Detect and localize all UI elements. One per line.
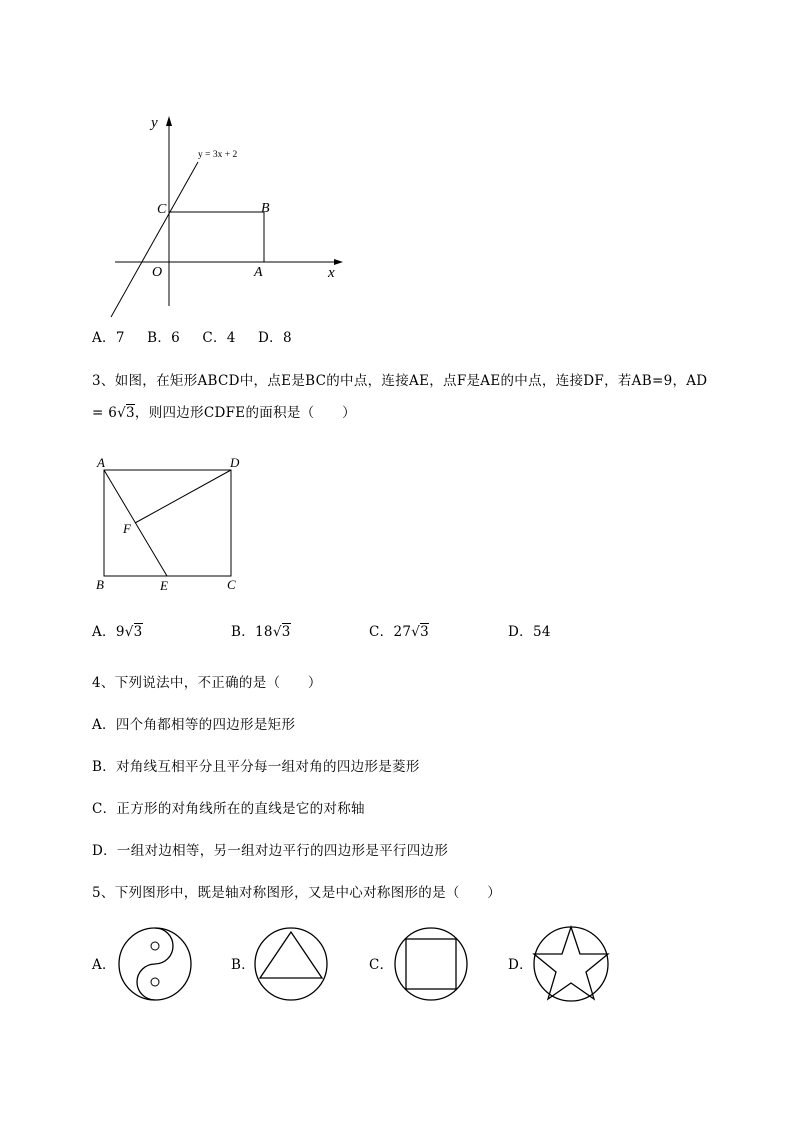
sqrt-symbol: √ xyxy=(272,624,282,640)
point-C-label: C xyxy=(157,202,167,217)
q3-stem-prefix: = 6 xyxy=(92,405,118,421)
point-O-label: O xyxy=(152,265,163,280)
point-A-label: A xyxy=(254,265,263,280)
q3-stem-line1-text: 3、如图，在矩形ABCD中，点E是BC的中点，连接AE，点F是AE的中点，连接DF，若AB=9，AD xyxy=(92,373,708,389)
q3-option-a-letter: A． xyxy=(92,624,116,640)
q4-option-a: A．四个角都相等的四边形是矩形 xyxy=(92,717,296,733)
q3-stem-radicand: 3 xyxy=(126,405,135,421)
q3-option-b-coef: 18 xyxy=(255,624,273,640)
point-B-label: B xyxy=(96,577,104,592)
q3-option-b-letter: B． xyxy=(231,624,256,640)
triangle-in-circle-figure xyxy=(255,928,327,1000)
q3-option-a-coef: 9 xyxy=(115,624,125,640)
q4-option-c: C．正方形的对角线所在的直线是它的对称轴 xyxy=(92,801,365,817)
point-C-label: C xyxy=(227,577,236,592)
point-A-label: A xyxy=(97,455,105,470)
x-axis-label: x xyxy=(328,265,335,281)
q5-option-d-letter: D． xyxy=(508,957,533,973)
q3-option-c-coef: 27 xyxy=(393,624,412,640)
point-B-label: B xyxy=(261,201,270,216)
sqrt-symbol: √ xyxy=(117,405,126,421)
point-D-label: D xyxy=(230,455,240,470)
point-E-label: E xyxy=(160,578,168,593)
q4-option-d: D．一组对边相等，另一组对边平行的四边形是平行四边形 xyxy=(92,843,449,859)
q3-option-d-letter: D． xyxy=(508,624,533,640)
sqrt-symbol: √ xyxy=(124,624,134,640)
yin-dot xyxy=(151,942,159,950)
yin-yang-figure xyxy=(119,928,191,1000)
q5-option-b-letter: B． xyxy=(231,957,256,973)
q5-option-c-letter: C． xyxy=(369,957,394,973)
q3-option-b-radicand: 3 xyxy=(281,624,291,640)
y-axis-label: y xyxy=(151,115,158,131)
q3-option-c-letter: C． xyxy=(369,624,394,640)
line-equation-label: y = 3x + 2 xyxy=(198,150,238,160)
yang-dot xyxy=(151,978,159,986)
square-in-circle-figure xyxy=(395,928,467,1000)
q3-option-a-radicand: 3 xyxy=(133,624,143,640)
q3-option-d-coef: 54 xyxy=(532,624,551,640)
sqrt-symbol: √ xyxy=(411,624,421,640)
q4-stem-text: 4、下列说法中，不正确的是（ ） xyxy=(92,675,322,691)
q2-options-text: A．7 B．6 C．4 D．8 xyxy=(92,330,292,346)
q3-stem-suffix: ，则四边形CDFE的面积是（ ） xyxy=(134,405,356,421)
q5-stem-text: 5、下列图形中，既是轴对称图形，又是中心对称图形的是（ ） xyxy=(92,885,502,901)
q3-option-c-radicand: 3 xyxy=(420,624,430,640)
star-in-circle-figure xyxy=(534,927,608,1001)
q4-option-b: B．对角线互相平分且平分每一组对角的四边形是菱形 xyxy=(92,759,420,775)
q5-option-a-letter: A． xyxy=(92,957,116,973)
point-F-label: F xyxy=(123,521,131,536)
